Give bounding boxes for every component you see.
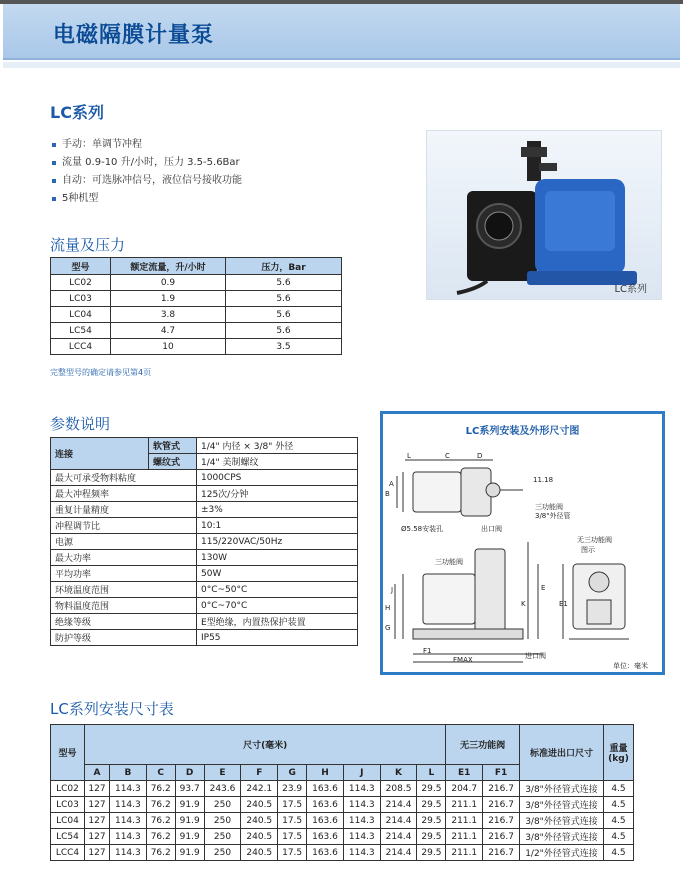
flow-header: 压力，Bar (226, 258, 342, 275)
feature-item: 手动：单调节冲程 (50, 137, 242, 155)
cell: 250 (204, 829, 241, 845)
table-row (51, 534, 358, 550)
flow-table (50, 257, 342, 355)
cell: 127 (85, 845, 110, 861)
cell: 4.5 (604, 797, 634, 813)
cell: E型绝缘，内置热保护装置 (197, 614, 358, 630)
label-f1: F1 (423, 647, 432, 655)
cell: 1000CPS (197, 470, 358, 486)
label-l: L (407, 452, 411, 460)
table-row (51, 518, 358, 534)
table-row (51, 630, 358, 646)
cell: 163.6 (307, 845, 344, 861)
cell: 5.6 (226, 291, 342, 307)
cell: 114.3 (109, 829, 146, 845)
dim-col: J (343, 765, 380, 781)
cell: 最大冲程频率 (51, 486, 197, 502)
cell: 240.5 (241, 845, 278, 861)
flow-header: 额定流量，升/小时 (111, 258, 226, 275)
params-title: 参数说明 (50, 415, 111, 433)
cell: 130W (197, 550, 358, 566)
cell: 91.9 (175, 845, 204, 861)
cell: 0.9 (111, 275, 226, 291)
cell: 250 (204, 813, 241, 829)
cell: 240.5 (241, 829, 278, 845)
cell: 114.3 (343, 829, 380, 845)
cell: 29.5 (417, 845, 446, 861)
cell: 冲程调节比 (51, 518, 197, 534)
table-row (51, 797, 634, 813)
dim-col: G (278, 765, 307, 781)
table-row (51, 323, 342, 339)
cell: 114.3 (109, 781, 146, 797)
cell: 4.7 (111, 323, 226, 339)
cell: 211.1 (446, 813, 483, 829)
table-row (51, 275, 342, 291)
cell: LC54 (51, 323, 111, 339)
dimension-diagram (380, 411, 665, 675)
dim-col: K (380, 765, 417, 781)
cell: 216.7 (483, 845, 520, 861)
cell: 114.3 (343, 845, 380, 861)
cell: IP55 (197, 630, 358, 646)
dim-col: E1 (446, 765, 483, 781)
photo-caption: LC系列 (614, 284, 647, 295)
table-row (51, 566, 358, 582)
label-g: G (385, 624, 391, 632)
label-d: D (477, 452, 483, 460)
cell: 3/8"外径管式连接 (520, 829, 604, 845)
label-outlet: 出口阀 (481, 525, 502, 533)
dim-header-weight: 重量(kg) (604, 725, 634, 781)
cell: 4.5 (604, 781, 634, 797)
cell: 76.2 (146, 781, 175, 797)
cell: 防护等级 (51, 630, 197, 646)
cell: 127 (85, 829, 110, 845)
feature-item: 自动：可选脉冲信号，液位信号接收功能 (50, 173, 242, 191)
cell: 204.7 (446, 781, 483, 797)
dim-col: A (85, 765, 110, 781)
dimensions-title: LC系列安装尺寸表 (50, 700, 174, 718)
cell: 214.4 (380, 797, 417, 813)
dim-header-novalve: 无三功能阀 (446, 725, 520, 765)
pump-photo (426, 130, 662, 300)
cell: 216.7 (483, 829, 520, 845)
pump-illustration (427, 131, 663, 301)
label-hole: Ø5.58安装孔 (401, 525, 444, 533)
table-row (51, 307, 342, 323)
cell: 76.2 (146, 829, 175, 845)
cell: 214.4 (380, 829, 417, 845)
cell: 216.7 (483, 813, 520, 829)
cell: LC03 (51, 797, 85, 813)
table-row (51, 598, 358, 614)
cell: 3/8"外径管式连接 (520, 781, 604, 797)
dim-header-model: 型号 (51, 725, 85, 781)
cell: 最大功率 (51, 550, 197, 566)
cell: 114.3 (343, 797, 380, 813)
dim-header-port: 标准进出口尺寸 (520, 725, 604, 781)
label-unit: 单位：毫米 (613, 662, 648, 670)
cell: 243.6 (204, 781, 241, 797)
cell: 208.5 (380, 781, 417, 797)
cell: 3/8"外径管式连接 (520, 813, 604, 829)
label-inlet: 进口阀 (525, 652, 546, 660)
cell: 29.5 (417, 813, 446, 829)
label-valve2: 三功能阀 (435, 558, 463, 566)
connection-label: 连接 (51, 438, 149, 470)
cell: 76.2 (146, 845, 175, 861)
cell: ±3% (197, 502, 358, 518)
cell: LC04 (51, 813, 85, 829)
cell: LC02 (51, 275, 111, 291)
cell: 3/8"外径管式连接 (520, 797, 604, 813)
cell: 211.1 (446, 797, 483, 813)
label-e: E (541, 584, 546, 592)
cell: 1/2"外径管式连接 (520, 845, 604, 861)
cell: 114.3 (343, 781, 380, 797)
flow-title: 流量及压力 (50, 236, 126, 254)
cell: 物料温度范围 (51, 598, 197, 614)
cell: 211.1 (446, 845, 483, 861)
cell: 17.5 (278, 813, 307, 829)
label-shown: 图示 (581, 546, 595, 554)
table-row (51, 550, 358, 566)
cell: 4.5 (604, 829, 634, 845)
series-title: LC系列 (50, 103, 104, 122)
dim-col: B (109, 765, 146, 781)
cell: 242.1 (241, 781, 278, 797)
label-j: J (391, 586, 394, 594)
cell: 平均功率 (51, 566, 197, 582)
label-valve: 三功能阀 (535, 503, 563, 511)
page-title: 电磁隔膜计量泵 (53, 23, 215, 48)
diagram-title: LC系列安装及外形尺寸图 (465, 426, 580, 437)
cell: 1.9 (111, 291, 226, 307)
dim-col: L (417, 765, 446, 781)
label-b: B (385, 490, 390, 498)
dim-col: D (175, 765, 204, 781)
label-e1: E1 (559, 600, 568, 608)
cell: 重复计量精度 (51, 502, 197, 518)
cell: 114.3 (109, 797, 146, 813)
dim-col: C (146, 765, 175, 781)
params-table (50, 437, 358, 646)
cell: 5.6 (226, 323, 342, 339)
cell: LC54 (51, 829, 85, 845)
cell: 23.9 (278, 781, 307, 797)
cell: 3.8 (111, 307, 226, 323)
label-k: K (521, 600, 526, 608)
cell: 163.6 (307, 797, 344, 813)
cell: 5.6 (226, 307, 342, 323)
cell: 163.6 (307, 781, 344, 797)
cell: 250 (204, 845, 241, 861)
cell: 115/220VAC/50Hz (197, 534, 358, 550)
cell: 91.9 (175, 813, 204, 829)
cell: 91.9 (175, 797, 204, 813)
table-row (51, 582, 358, 598)
cell: 114.3 (109, 813, 146, 829)
cell: 1/4" 内径 × 3/8" 外径 (197, 438, 358, 454)
cell: LC02 (51, 781, 85, 797)
dim-header-size: 尺寸(毫米) (85, 725, 446, 765)
cell: 114.3 (109, 845, 146, 861)
cell: 电源 (51, 534, 197, 550)
feature-item: 流量 0.9-10 升/小时，压力 3.5-5.6Bar (50, 155, 242, 173)
cell: 最大可承受物料粘度 (51, 470, 197, 486)
label-valve3: 无三功能阀 (577, 536, 612, 544)
dim-col: F (241, 765, 278, 781)
sub-bar (3, 62, 680, 68)
dim-col: H (307, 765, 344, 781)
cell: 50W (197, 566, 358, 582)
diagram-drawing (383, 414, 662, 672)
label-1118: 11.18 (533, 476, 554, 484)
table-row (51, 470, 358, 486)
cell: LC03 (51, 291, 111, 307)
cell: LCC4 (51, 339, 111, 355)
cell: 螺纹式 (149, 454, 197, 470)
flow-note: 完整型号的确定请参见第4页 (50, 368, 152, 377)
feature-list (50, 137, 242, 209)
cell: LCC4 (51, 845, 85, 861)
table-row (51, 339, 342, 355)
cell: 软管式 (149, 438, 197, 454)
dimensions-body (51, 781, 634, 861)
label-fmax: FMAX (453, 656, 473, 664)
label-tube: 3/8"外径管 (535, 512, 571, 520)
cell: 0°C~70°C (197, 598, 358, 614)
cell: 4.5 (604, 845, 634, 861)
cell: 10 (111, 339, 226, 355)
cell: 29.5 (417, 797, 446, 813)
table-row (51, 291, 342, 307)
cell: 绝缘等级 (51, 614, 197, 630)
cell: 76.2 (146, 813, 175, 829)
table-row (51, 781, 634, 797)
dimensions-table (50, 724, 634, 861)
cell: 250 (204, 797, 241, 813)
cell: LC04 (51, 307, 111, 323)
cell: 211.1 (446, 829, 483, 845)
cell: 93.7 (175, 781, 204, 797)
cell: 10:1 (197, 518, 358, 534)
cell: 0°C~50°C (197, 582, 358, 598)
cell: 214.4 (380, 813, 417, 829)
feature-item: 5种机型 (50, 191, 242, 209)
cell: 环境温度范围 (51, 582, 197, 598)
table-row (51, 829, 634, 845)
cell: 127 (85, 781, 110, 797)
cell: 76.2 (146, 797, 175, 813)
cell: 127 (85, 813, 110, 829)
dim-col: E (204, 765, 241, 781)
cell: 1/4" 美制螺纹 (197, 454, 358, 470)
cell: 3.5 (226, 339, 342, 355)
table-row (51, 502, 358, 518)
cell: 240.5 (241, 813, 278, 829)
cell: 127 (85, 797, 110, 813)
table-row (51, 813, 634, 829)
cell: 216.7 (483, 797, 520, 813)
table-row (51, 486, 358, 502)
cell: 125次/分钟 (197, 486, 358, 502)
table-row (51, 614, 358, 630)
cell: 91.9 (175, 829, 204, 845)
label-a: A (389, 480, 394, 488)
cell: 4.5 (604, 813, 634, 829)
cell: 214.4 (380, 845, 417, 861)
cell: 240.5 (241, 797, 278, 813)
header-banner (3, 4, 680, 60)
dim-col: F1 (483, 765, 520, 781)
cell: 163.6 (307, 813, 344, 829)
cell: 163.6 (307, 829, 344, 845)
label-c: C (445, 452, 450, 460)
cell: 114.3 (343, 813, 380, 829)
cell: 17.5 (278, 829, 307, 845)
flow-header: 型号 (51, 258, 111, 275)
cell: 29.5 (417, 781, 446, 797)
cell: 29.5 (417, 829, 446, 845)
label-h: H (385, 604, 391, 612)
cell: 17.5 (278, 797, 307, 813)
cell: 17.5 (278, 845, 307, 861)
cell: 5.6 (226, 275, 342, 291)
cell: 216.7 (483, 781, 520, 797)
table-row (51, 845, 634, 861)
